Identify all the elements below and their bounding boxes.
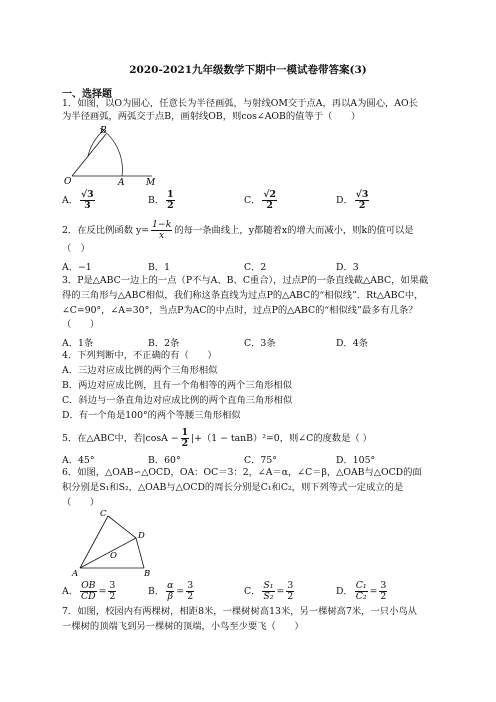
frac-num: √2: [263, 189, 277, 200]
q3-option-b[interactable]: B．2条: [148, 338, 180, 349]
frac-num: √3: [81, 189, 94, 200]
frac-num: S₁: [263, 580, 274, 591]
q7-line2: 一棵树的顶端飞到另一棵树的顶端，小鸟至少要飞（ ）: [62, 621, 304, 632]
option-label: C．: [244, 195, 261, 206]
q6-option-d[interactable]: D． $\frac{\text{C₁}}{\text{C₂}}$ = $\frac{3}{2}$: [336, 580, 387, 602]
q2-option-c[interactable]: C．2: [244, 262, 267, 273]
q1-line1: 1．如图，以O为圆心，任意长为半径画弧，与射线OM交于点A，再以A为圆心，AO长: [62, 98, 418, 109]
q1-option-a[interactable]: [62, 190, 97, 211]
q4-option-d[interactable]: D．有一个角是100°的两个等腰三角形相似: [62, 410, 241, 421]
q5-option-c[interactable]: C．75°: [244, 455, 277, 466]
q6-line2: 积分别是S₁和S₂，△OAB与△OCD的周长分别是C₁和C₂，则下列等式一定成立的是: [62, 482, 404, 493]
q2-line1: [62, 220, 442, 241]
label-c: C: [100, 509, 107, 519]
frac-num: 3: [109, 580, 116, 591]
q1-option-d[interactable]: [336, 190, 371, 211]
frac-den: 2: [380, 591, 387, 602]
option-label: B．: [148, 195, 165, 206]
frac-den: 2: [287, 591, 294, 602]
frac-num: 3: [380, 580, 387, 591]
option-label: B．: [148, 586, 165, 597]
option-label: D．: [336, 195, 353, 206]
q5-option-d[interactable]: D．105°: [336, 455, 376, 466]
q2-post: 的每一条曲线上，y都随着x的增大而减小，则k的值可以是: [174, 225, 414, 236]
q4-option-b[interactable]: B．两边对应成比例，且有一个角相等的两个三角形相似: [62, 380, 292, 391]
option-label: C．: [244, 586, 261, 597]
section-heading: 一、选择题: [62, 89, 112, 100]
frac-den: 2: [181, 438, 189, 449]
frac-den: 2: [109, 591, 116, 602]
q1-figure: [64, 124, 160, 186]
q2-option-d[interactable]: D．3: [336, 262, 359, 273]
label-d: D: [138, 531, 145, 541]
q5-option-b[interactable]: B．60°: [148, 455, 181, 466]
q3-option-c[interactable]: C．3条: [244, 338, 276, 349]
frac-den: CD: [81, 591, 96, 602]
q6-line1: 6．如图，△OAB∽△OCD，OA：OC＝3：2，∠A＝α，∠C＝β，△OAB与△OCD的面: [62, 467, 422, 478]
frac-num: 3: [187, 580, 194, 591]
document-title: 2020-2021九年级数学下期中一模试卷带答案(3): [129, 64, 367, 76]
q1-line2: 为半径画弧，两弧交于点B，画射线OB，则cos∠AOB的值等于（ ）: [62, 111, 361, 122]
q2-option-b[interactable]: B．1: [148, 262, 171, 273]
segment-db: [136, 538, 144, 568]
frac-den: 2: [167, 200, 174, 211]
q4-line1: 4．下列判断中，不正确的有（ ）: [62, 350, 217, 361]
q1-option-c[interactable]: [244, 190, 279, 211]
q6-option-c[interactable]: C． $\frac{\text{S₁}}{\text{S₂}}$ = $\frac{3}{2}$: [244, 580, 294, 602]
label-o: O: [64, 177, 72, 186]
label-b: B: [144, 569, 151, 578]
q5-option-a[interactable]: A．45°: [62, 455, 95, 466]
frac-num: 1: [167, 189, 174, 200]
q6-line3: （ ）: [62, 497, 100, 508]
label-m: M: [146, 178, 156, 186]
label-o: O: [110, 551, 117, 561]
frac-den: 3: [84, 200, 91, 211]
q3-line3: ∠C=90°，∠A=30°，当点P为AC的中点时，过点P的△ABC的“相似线”最多有几条？: [62, 305, 418, 316]
q2-option-a[interactable]: A．−1: [62, 262, 92, 273]
ray-ob: [72, 134, 106, 176]
frac-num: OB: [81, 580, 96, 591]
q3-line1: 3．P是△ABC一边上的一点（P不与A、B、C重合），过点P的一条直线截△ABC，如果截: [62, 275, 429, 286]
frac-num: 1: [181, 427, 189, 438]
frac-den: 2: [187, 591, 194, 602]
frac-den: S₂: [263, 591, 274, 602]
q2-pre: 2．在反比例函数 y=: [62, 225, 149, 236]
q5-pre: 5．在△ABC中，若|cosA −: [62, 433, 179, 444]
q2-line2: （ ）: [62, 243, 90, 254]
q3-option-d[interactable]: D．4条: [336, 338, 368, 349]
frac-num: √3: [355, 189, 369, 200]
q6-option-a[interactable]: A． $\frac{OB}{CD}$ = $\frac{3}{2}$: [62, 580, 116, 602]
q3-option-a[interactable]: A．1条: [62, 338, 94, 349]
q3-line2: 得的三角形与△ABC相似，我们称这条直线为过点P的△ABC的“相似线”．Rt△ABC中，: [62, 290, 424, 301]
frac-den: C₂: [355, 591, 367, 602]
frac-num: C₁: [355, 580, 367, 591]
option-label: A．: [62, 586, 79, 597]
frac-den: 2: [358, 200, 366, 211]
frac-den: 2: [266, 200, 273, 211]
segment-cd: [108, 516, 136, 538]
q4-option-a[interactable]: A．三边对应成比例的两个三角形相似: [62, 365, 218, 376]
frac-num: α: [167, 580, 174, 591]
frac-den: x: [159, 230, 165, 241]
q6-option-b[interactable]: B． $\frac{\alpha}{\beta}$ = $\frac{3}{2}$: [148, 580, 194, 602]
frac-num: 1−k: [152, 219, 172, 230]
q5-post: |+（1 − tanB）²=0，则∠C的度数是（ ）: [191, 433, 372, 444]
q1-option-b[interactable]: [148, 190, 177, 211]
q4-option-c[interactable]: C．斜边与一条直角边对应成比例的两个直角三角形相似: [62, 395, 293, 406]
q5-line1: [62, 428, 442, 449]
q7-line1: 7．如图，校园内有两棵树，相距8米，一棵树树高13米，另一棵树高7米，一只小鸟从: [62, 606, 417, 617]
label-a: A: [72, 569, 79, 578]
label-b: B: [100, 126, 107, 136]
q3-line4: （ ）: [62, 319, 100, 330]
option-label: A．: [62, 195, 79, 206]
label-a: A: [118, 178, 125, 186]
frac-den: β: [167, 591, 173, 602]
frac-num: 3: [287, 580, 294, 591]
option-label: D．: [336, 586, 353, 597]
q6-figure: [64, 508, 154, 578]
